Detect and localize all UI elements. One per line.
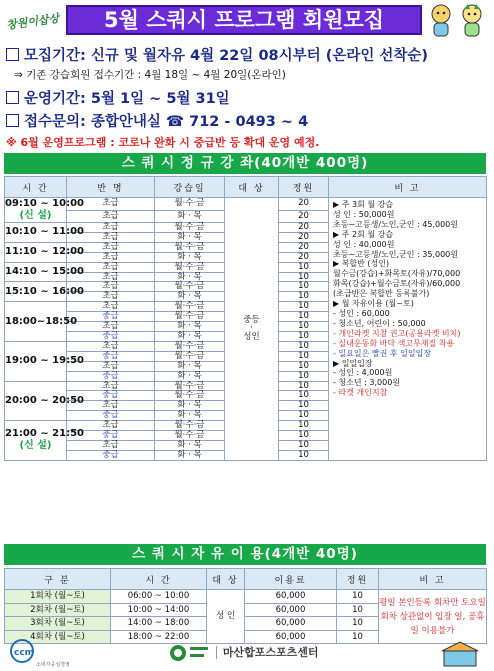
class-level: 초급: [67, 210, 155, 223]
session-capacity: 10: [337, 630, 379, 644]
time-cell: [5, 341, 85, 381]
session-fee: 60,000: [245, 630, 337, 644]
capacity: 10: [279, 331, 329, 341]
class-level: 초급: [67, 223, 155, 233]
class-days: 화 · 목: [155, 232, 225, 242]
free-use-title: 스 쿼 시 자 유 이 용(4개반 40명): [4, 544, 486, 565]
class-level: 중급: [67, 431, 155, 441]
session-fee: 60,000: [245, 590, 337, 604]
notes-cell: [329, 198, 487, 461]
session-time: 10:00 ~ 14:00: [111, 603, 207, 617]
recruit-period: [6, 44, 486, 65]
capacity: 10: [279, 381, 329, 391]
class-days: 월·수·금: [155, 431, 225, 441]
column-header: 정원: [279, 177, 329, 198]
capacity: 10: [279, 272, 329, 282]
class-level: 중급: [67, 450, 155, 460]
session-name: 2회차 (월~토): [5, 603, 111, 617]
capacity: 20: [279, 223, 329, 233]
time-cell: [5, 282, 85, 302]
class-days: 월·수·금: [155, 381, 225, 391]
class-days: 화 · 목: [155, 401, 225, 411]
new-class-badge: (신 설): [19, 210, 52, 221]
time-text: 20:00 ~ 20:50: [5, 394, 85, 406]
capacity: 10: [279, 302, 329, 312]
class-days: 화 · 목: [155, 371, 225, 381]
note-line: - 성인 : 60,000: [333, 308, 390, 318]
class-days: 월·수·금: [155, 242, 225, 252]
capacity: 10: [279, 450, 329, 460]
sports-center-brand: [168, 642, 378, 666]
svg-text:ccm: ccm: [14, 648, 35, 658]
time-cell: [5, 302, 78, 342]
notice: ※ 6월 운영프로그램 : 코로나 완화 시 중급반 등 확대 운영 예정.: [6, 136, 320, 149]
arrow-icon: ⇒: [14, 69, 23, 81]
capacity: 20: [279, 232, 329, 242]
session-capacity: 10: [337, 617, 379, 631]
capacity: 10: [279, 292, 329, 302]
note-line: ▶ 주 2회 월 강습: [333, 229, 394, 239]
note-line: - 개인라켓 지참 권고(공용라켓 비치): [333, 328, 461, 338]
column-header: 시 간: [5, 177, 67, 198]
note-line: - 실내운동화 바닥 색고무재질 착용: [333, 338, 455, 348]
session-time: 06:00 ~ 10:00: [111, 590, 207, 604]
target-text: 중등: [243, 314, 260, 325]
note-line: (초급반은 복합반 등록불가): [333, 289, 430, 299]
city-logo: [4, 4, 60, 38]
class-days: 월·수·금: [155, 341, 225, 351]
class-days: 화 · 목: [155, 331, 225, 341]
class-level: 초급: [67, 341, 155, 351]
capacity: 10: [279, 421, 329, 431]
ccm-logo: [8, 638, 70, 668]
note-line: - 청소년 : 3,000원: [333, 378, 401, 388]
table-row: [5, 590, 487, 604]
capacity: 10: [279, 351, 329, 361]
time-cell: [5, 223, 85, 243]
class-level: 중급: [67, 312, 155, 322]
note-line: 화목(강습)+월수금토(자유)/60,000: [333, 279, 461, 289]
free-use-table: [4, 568, 487, 644]
capacity: 10: [279, 371, 329, 381]
note-line: - 성인 : 4,000원: [333, 368, 393, 378]
time-text: 11:10 ~ 12:00: [5, 246, 85, 258]
time-text: 18:00~18:50: [5, 315, 78, 327]
existing-member-period: [6, 67, 494, 82]
target-cell: [225, 198, 279, 461]
session-time: 18:00 ~ 22:00: [111, 630, 207, 644]
time-cell: [5, 262, 85, 282]
recruit-value: : 신규 및 월자유 4월 22일 08시부터 (온라인 선착순): [80, 48, 429, 64]
time-cell: [5, 242, 85, 262]
city-emblem-icon: [168, 642, 212, 664]
class-level: 중급: [67, 411, 155, 421]
phone-icon: ☎: [165, 114, 185, 130]
contact-phone: 712 - 0493 ~ 4: [189, 114, 309, 130]
building-icon: [440, 640, 480, 668]
capacity: 20: [279, 210, 329, 223]
capacity: 10: [279, 401, 329, 411]
note-line: - 라켓 개인지참: [333, 388, 388, 398]
note-line: 초등~고등생/노인,군인 : 45,000원: [333, 219, 458, 229]
contact-info: [6, 110, 486, 131]
column-header: 비 고: [379, 569, 487, 590]
header: [0, 0, 490, 42]
capacity: 20: [279, 198, 329, 211]
capacity: 10: [279, 312, 329, 322]
session-fee: 60,000: [245, 617, 337, 631]
note-line: 성 인 : 40,000원: [333, 239, 395, 249]
class-level: 초급: [67, 292, 155, 302]
table-header: [5, 569, 487, 590]
class-level: 중급: [67, 371, 155, 381]
class-level: 초급: [67, 302, 155, 312]
session-time: 14:00 ~ 18:00: [111, 617, 207, 631]
column-header: 구 분: [5, 569, 111, 590]
class-level: 초급: [67, 322, 155, 332]
regular-class-table: [4, 176, 487, 461]
regular-class-title: 스 쿼 시 정 규 강 좌(40개반 400명): [4, 153, 486, 174]
column-header: 정원: [337, 569, 379, 590]
note-line: 월수금(강습)+화목토(자유)/70,000: [333, 269, 461, 279]
column-header: 강습일: [155, 177, 225, 198]
class-days: 월·수·금: [155, 421, 225, 431]
column-header: 이용료: [245, 569, 337, 590]
class-level: 초급: [67, 282, 155, 292]
column-header: 시 간: [111, 569, 207, 590]
operation-label: 운영기간: [24, 91, 81, 107]
checkbox-icon: [6, 48, 19, 61]
center-name: 마산합포스포츠센터: [216, 646, 319, 659]
class-level: 초급: [67, 272, 155, 282]
mascot-icon: [458, 3, 486, 39]
capacity: 10: [279, 262, 329, 272]
capacity: 10: [279, 322, 329, 332]
class-level: 초급: [67, 361, 155, 371]
class-level: 초급: [67, 381, 155, 391]
time-cell: [5, 421, 85, 461]
recruit-label: 모집기간: [24, 48, 81, 64]
note-line: ▶ 일일입장: [333, 358, 373, 368]
target-cell: 성 인: [207, 590, 245, 644]
time-cell: [5, 381, 85, 421]
contact-value: : 종합안내실: [80, 114, 161, 130]
operation-value: : 5월 1일 ~ 5월 31일: [80, 91, 230, 107]
time-text: 21:00 ~ 21:50: [5, 428, 85, 440]
class-days: 월·수·금: [155, 262, 225, 272]
time-text: 15:10 ~ 16:00: [5, 285, 85, 297]
column-header: 비 고: [329, 177, 487, 198]
capacity: 10: [279, 341, 329, 351]
existing-text: 기존 강습회원 접수기간 : 4월 18일 ~ 4월 20일(온라인): [26, 69, 286, 81]
free-note: 평일 본인등록 회차만 토요일 회차 상관없이 입장 일, 공휴일 이용불가: [379, 590, 487, 644]
separator: ·: [250, 323, 253, 334]
class-level: 초급: [67, 421, 155, 431]
column-header: 반 명: [67, 177, 155, 198]
capacity: 10: [279, 391, 329, 401]
class-days: 화 · 목: [155, 361, 225, 371]
class-days: 월·수·금: [155, 302, 225, 312]
class-days: 화 · 목: [155, 411, 225, 421]
note-line: ▶ 주 3회 월 강습: [333, 200, 394, 209]
class-level: 초급: [67, 252, 155, 262]
time-text: 10:10 ~ 11:00: [5, 226, 85, 238]
class-level: 초급: [67, 440, 155, 450]
mascot-icon: [427, 3, 455, 39]
time-cell: [5, 198, 85, 223]
capacity: 10: [279, 411, 329, 421]
class-level: 중급: [67, 331, 155, 341]
session-name: 3회차 (월~토): [5, 617, 111, 631]
capacity: 20: [279, 252, 329, 262]
checkbox-icon: [6, 91, 19, 104]
class-level: 초급: [67, 262, 155, 272]
class-level: 중급: [67, 351, 155, 361]
class-days: 화 · 목: [155, 292, 225, 302]
column-header: 대 상: [225, 177, 279, 198]
table-row: [5, 198, 487, 211]
class-level: 중급: [67, 391, 155, 401]
target-text: 성인: [243, 332, 260, 343]
time-text: 09:10 ~ 10:00: [5, 198, 85, 209]
note-line: - 일요일은 빨권 후 일일입장: [333, 348, 432, 358]
capacity: 20: [279, 242, 329, 252]
session-capacity: 10: [337, 590, 379, 604]
svg-text:소비자중심경영: 소비자중심경영: [36, 662, 70, 668]
class-days: 월·수·금: [155, 282, 225, 292]
new-class-badge: (신 설): [19, 440, 52, 452]
note-line: ▶ 복합반 (성인): [333, 259, 390, 269]
column-header: 대 상: [207, 569, 245, 590]
class-level: 초급: [67, 232, 155, 242]
class-days: 화 · 목: [155, 272, 225, 282]
table-header: [5, 177, 487, 198]
class-days: 화 · 목: [155, 322, 225, 332]
session-name: 4회차 (월~토): [5, 630, 111, 644]
capacity: 10: [279, 440, 329, 450]
session-name: 1회차 (월~토): [5, 590, 111, 604]
note-line: 초등~고등생/노인,군인 : 35,000원: [333, 249, 458, 259]
capacity: 10: [279, 361, 329, 371]
session-capacity: 10: [337, 603, 379, 617]
class-days: 월·수·금: [155, 312, 225, 322]
class-days: 월·수·금: [155, 223, 225, 233]
class-days: 월·수·금: [155, 391, 225, 401]
class-days: 화 · 목: [155, 252, 225, 262]
checkbox-icon: [6, 114, 19, 127]
time-text: 14:10 ~ 15:00: [5, 266, 85, 278]
time-text: 19:00 ~ 19:50: [5, 355, 85, 367]
session-fee: 60,000: [245, 603, 337, 617]
class-days: 화 · 목: [155, 210, 225, 223]
class-days: 화 · 목: [155, 450, 225, 460]
note-line: 성 인 : 50,000원: [333, 209, 395, 219]
note-line: - 청소년, 어린이 : 50,000: [333, 318, 426, 328]
page-title: 5월 스쿼시 프로그램 회원모집: [66, 5, 422, 35]
capacity: 10: [279, 431, 329, 441]
note-line: ▶ 월 자유이용 (월~토): [333, 299, 414, 309]
capacity: 10: [279, 282, 329, 292]
contact-label: 접수문의: [24, 114, 81, 130]
class-days: 월·수·금: [155, 198, 225, 211]
class-level: 초급: [67, 401, 155, 411]
operation-period: [6, 87, 486, 108]
footer: [0, 636, 490, 671]
svg-text:창원이삽상: 창원이삽상: [5, 11, 60, 32]
class-level: 초급: [67, 242, 155, 252]
class-days: 월·수·금: [155, 351, 225, 361]
class-days: 화 · 목: [155, 440, 225, 450]
class-level: 초급: [67, 198, 155, 211]
